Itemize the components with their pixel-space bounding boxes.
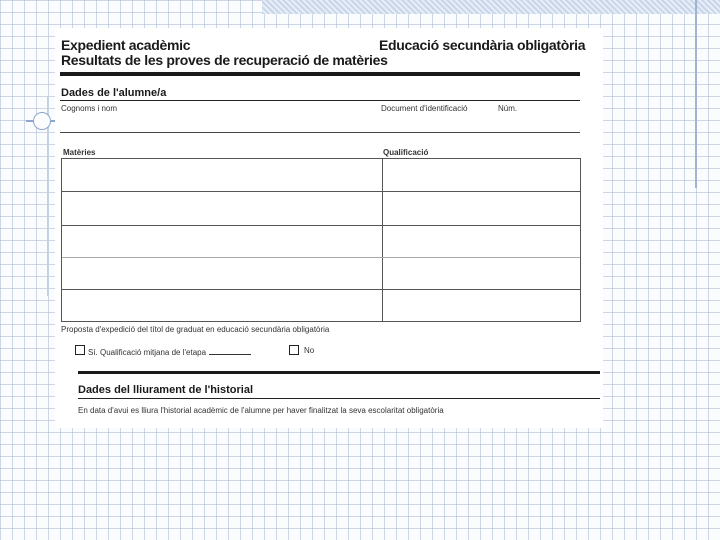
no-checkbox[interactable] — [289, 345, 299, 355]
decorative-circle-icon — [33, 112, 51, 130]
name-label: Cognoms i nom — [61, 104, 118, 113]
form-title: Expedient acadèmic — [61, 37, 191, 53]
header-rule — [60, 72, 580, 76]
grades-table-column-divider — [382, 159, 383, 321]
student-section-rule — [60, 100, 580, 101]
form-stage: Educació secundària obligatòria — [379, 37, 586, 53]
yes-checkbox[interactable] — [75, 345, 85, 355]
student-section-title: Dades de l'alumne/a — [61, 87, 167, 99]
table-row — [62, 191, 580, 192]
grade-header: Qualificació — [383, 148, 429, 157]
grades-table — [61, 158, 581, 322]
subjects-header: Matèries — [63, 148, 96, 157]
id-label: Document d'identificació — [381, 104, 468, 113]
proposal-text: Proposta d'expedició del títol de graduat en educació secundària obligatòria — [61, 325, 330, 334]
num-label: Núm. — [498, 104, 518, 113]
yes-label: Sí. Qualificació mitjana de l'etapa — [88, 348, 207, 357]
delivery-section-title: Dades del lliurament de l'historial — [78, 384, 253, 396]
yes-option — [88, 346, 251, 357]
student-fill-line — [60, 132, 580, 133]
delivery-text: En data d'avui es lliura l'historial acadèmic de l'alumne per haver finalitzat la seva escolaritat obligatòria — [78, 406, 444, 415]
decorative-band — [262, 0, 720, 14]
form-subtitle: Resultats de les proves de recuperació de matèries — [61, 52, 388, 68]
average-grade-blank[interactable] — [209, 346, 251, 355]
table-row — [62, 289, 580, 290]
academic-record-form — [55, 28, 603, 428]
delivery-section-rule — [78, 398, 600, 399]
delivery-rule — [78, 371, 600, 374]
decorative-vertical-line — [695, 0, 697, 188]
no-label: No — [304, 346, 315, 355]
table-row — [62, 257, 580, 258]
table-row — [62, 225, 580, 226]
